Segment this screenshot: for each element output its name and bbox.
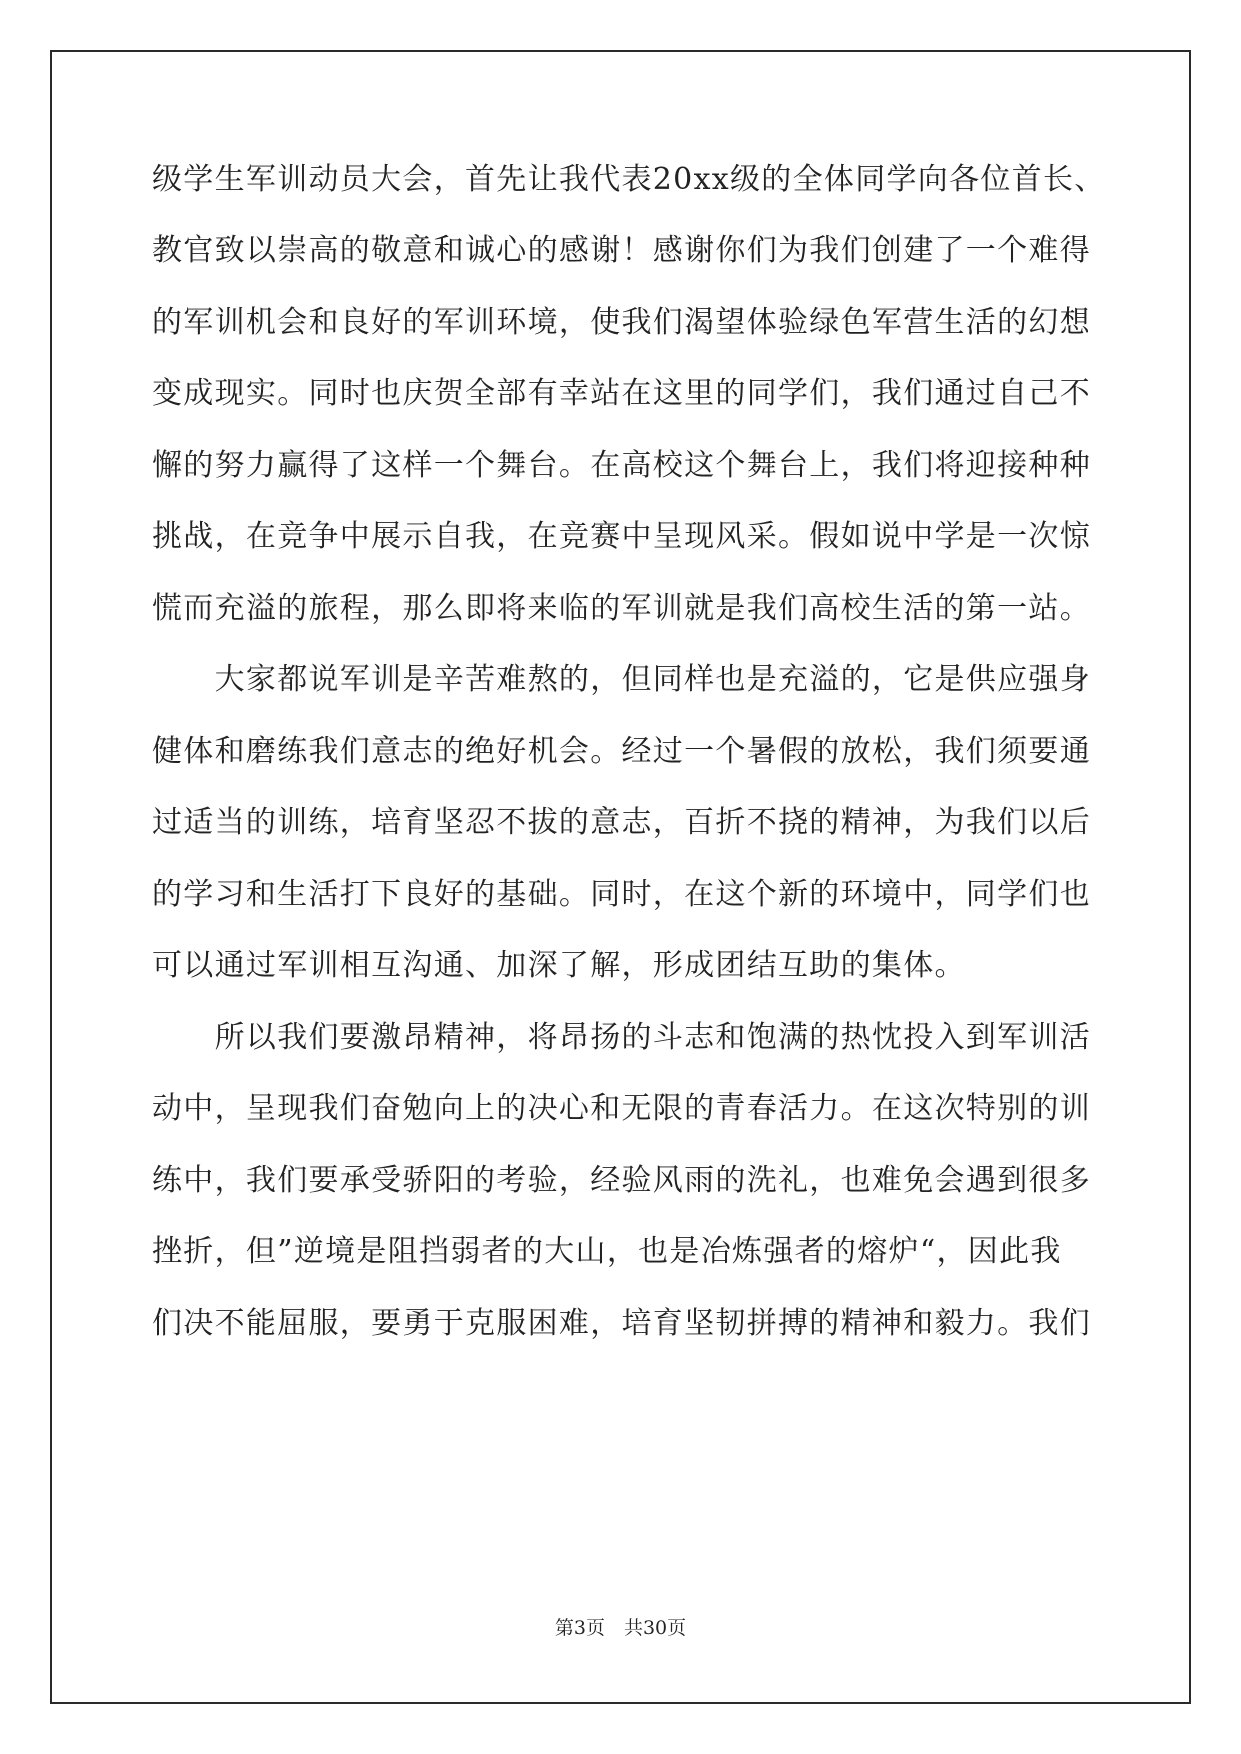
text-line: 大家都说军训是辛苦难熬的，但同样也是充溢的，它是供应强身 [152, 662, 1091, 697]
text-line: 们决不能屈服，要勇于克服困难，培育坚韧拼搏的精神和毅力。我们 [152, 1306, 1091, 1341]
text-line: 可以通过军训相互沟通、加深了解，形成团结互助的集体。 [152, 948, 966, 983]
text-line: 慌而充溢的旅程，那么即将来临的军训就是我们高校生活的第一站。 [152, 591, 1091, 626]
text-line: 挑战，在竞争中展示自我，在竞赛中呈现风采。假如说中学是一次惊 [152, 519, 1091, 554]
text-line: 的军训机会和良好的军训环境，使我们渴望体验绿色军营生活的幻想 [152, 305, 1091, 340]
page-number-footer: 第3页 共30页 [554, 1617, 687, 1639]
text-line: 懈的努力赢得了这样一个舞台。在高校这个舞台上，我们将迎接种种 [152, 448, 1091, 483]
text-line: 的学习和生活打下良好的基础。同时，在这个新的环境中，同学们也 [152, 877, 1091, 912]
text-line: 动中，呈现我们奋勉向上的决心和无限的青春活力。在这次特别的训 [152, 1091, 1091, 1126]
text-line: 变成现实。同时也庆贺全部有幸站在这里的同学们，我们通过自己不 [152, 376, 1091, 411]
text-line: 过适当的训练，培育坚忍不拔的意志，百折不挠的精神，为我们以后 [152, 805, 1091, 840]
text-line: 挫折，但”逆境是阻挡弱者的大山，也是冶炼强者的熔炉“，因此我 [152, 1234, 1062, 1269]
text-line: 练中，我们要承受骄阳的考验，经验风雨的洗礼，也难免会遇到很多 [152, 1163, 1091, 1198]
text-line: 所以我们要激昂精神，将昂扬的斗志和饱满的热忱投入到军训活 [152, 1020, 1091, 1055]
text-line: 健体和磨练我们意志的绝好机会。经过一个暑假的放松，我们须要通 [152, 734, 1091, 769]
text-line: 教官致以崇高的敬意和诚心的感谢！感谢你们为我们创建了一个难得 [152, 233, 1091, 268]
text-line: 级学生军训动员大会，首先让我代表20xx级的全体同学向各位首长、 [152, 162, 1106, 197]
